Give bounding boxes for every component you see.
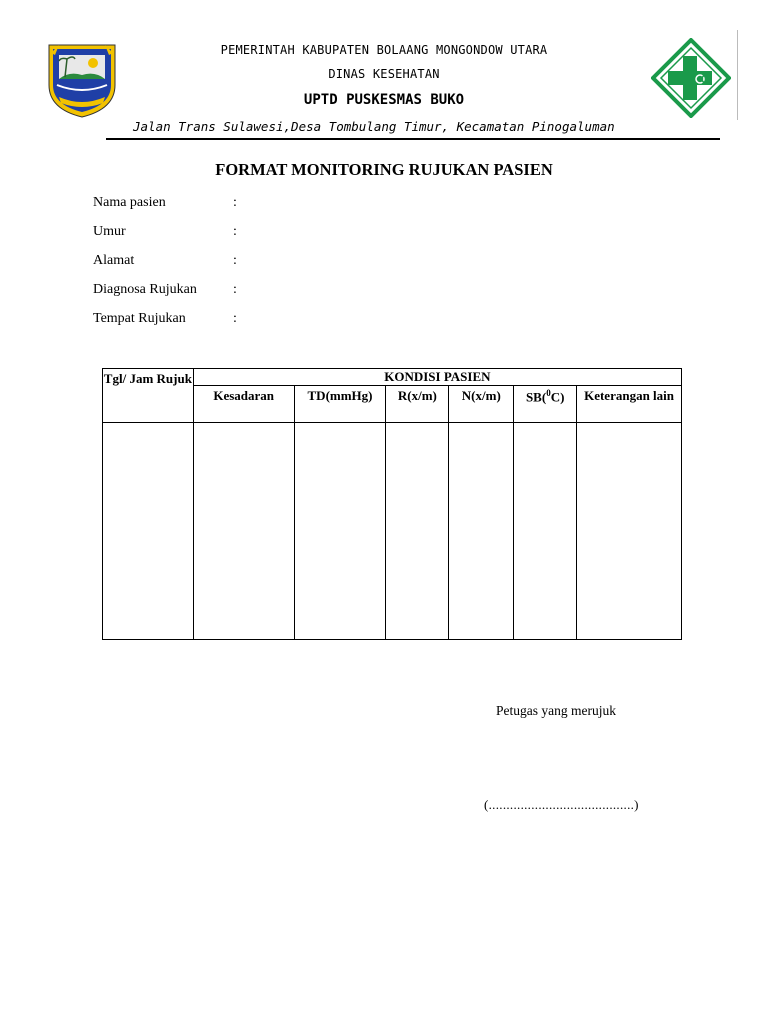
cell-r[interactable] [386,423,449,640]
field-colon: : [233,224,237,239]
cell-td[interactable] [294,423,386,640]
header-puskesmas: UPTD PUSKESMAS BUKO [303,92,465,108]
cell-kesadaran[interactable] [193,423,294,640]
field-label: Umur [93,224,126,239]
header-n: N(x/m) [449,386,514,423]
header-tgl-jam-rujuk: Tgl/ Jam Rujuk [103,369,194,423]
header-sb-post: C) [550,389,565,405]
document-title: FORMAT MONITORING RUJUKAN PASIEN [215,160,553,179]
field-alamat [93,253,237,269]
header-divider [106,138,720,140]
header-r: R(x/m) [386,386,449,423]
header-sb-sup: 0 [546,388,551,398]
field-label: Tempat Rujukan [93,311,186,326]
header-address: Jalan Trans Sulawesi,Desa Tombulang Timur, Kecamatan Pinogaluman [133,119,615,134]
header-sb-pre: SB( [525,389,547,405]
cell-keterangan[interactable] [577,423,682,640]
field-diagnosa-rujukan [93,282,237,298]
header-sb [514,386,577,423]
field-nama-pasien [93,195,237,211]
header-department: DINAS KESEHATAN [328,67,440,81]
monitoring-table [102,368,682,640]
field-colon: : [233,195,237,210]
header-kondisi-pasien: KONDISI PASIEN [193,369,681,386]
header-kesadaran: Kesadaran [193,386,294,423]
field-label: Alamat [93,253,135,268]
header-keterangan: Keterangan lain [577,386,682,423]
field-label: Diagnosa Rujukan [93,282,197,297]
header-td: TD(mmHg) [294,386,386,423]
cell-n[interactable] [449,423,514,640]
signature-blank: (.........................................) [484,797,639,812]
field-umur [93,224,237,240]
field-label: Nama pasien [93,195,166,210]
header-government: PEMERINTAH KABUPATEN BOLAANG MONGONDOW UTARA [220,43,548,57]
field-colon: : [233,282,237,297]
signature-role: Petugas yang merujuk [496,703,616,718]
field-tempat-rujukan [93,311,237,327]
table-row [103,423,682,640]
field-colon: : [233,253,237,268]
cell-tgl[interactable] [103,423,194,640]
field-colon: : [233,311,237,326]
cell-sb[interactable] [514,423,577,640]
